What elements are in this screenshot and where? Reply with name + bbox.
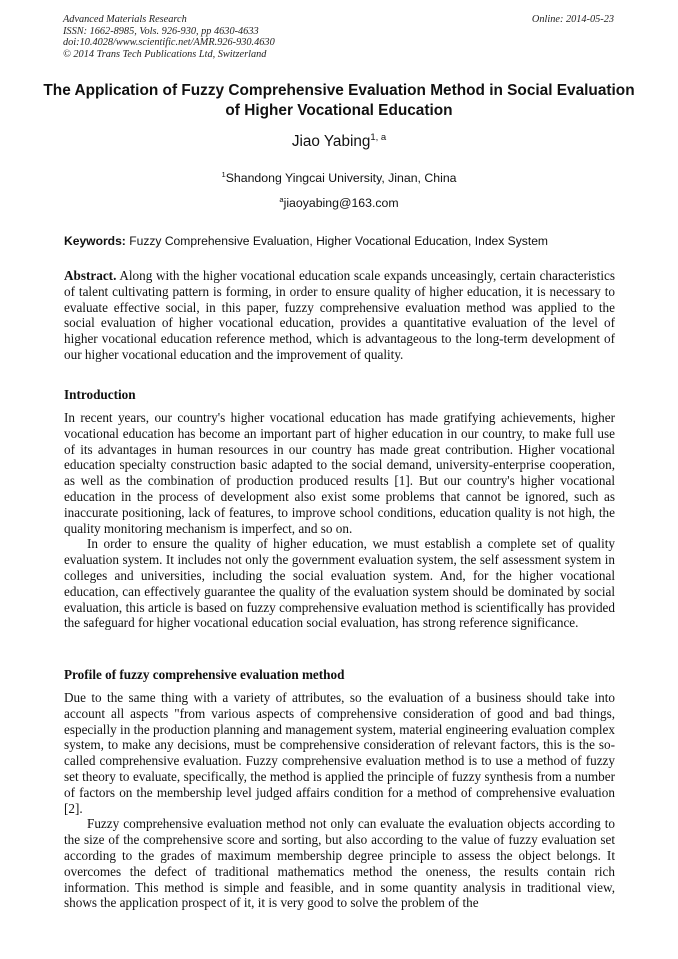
introduction-section [64, 410, 615, 631]
section-heading-profile: Profile of fuzzy comprehensive evaluation method [64, 667, 345, 682]
abstract-label: Abstract. [64, 268, 117, 283]
copyright-line: © 2014 Trans Tech Publications Ltd, Switzerland [63, 48, 267, 60]
keywords-text: Fuzzy Comprehensive Evaluation, Higher Vocational Education, Index System [129, 234, 549, 248]
affiliation-superscript: 1 [221, 169, 226, 179]
abstract-text: Along with the higher vocational education scale expands unceasingly, certain characteristics of talent cultivating pattern is forming, in order to ensure quality of higher education, it is necessary to evaluate effective social, in this paper, fuzzy comprehensive evaluation method was applied to the social evaluation of higher vocational education, provides a quantitative evaluation of the level of higher vocational education reference method, which is advantageous to the long-term development of our higher vocational education and the improvement of quality. [64, 268, 615, 362]
keywords-label: Keywords: [64, 234, 126, 248]
section-heading-introduction: Introduction [64, 387, 136, 402]
affiliation [0, 171, 678, 185]
abstract [64, 268, 615, 363]
paper-title: The Application of Fuzzy Comprehensive Evaluation Method in Social Evaluation of Higher Vocational Education [43, 82, 635, 119]
journal-name: Advanced Materials Research [63, 14, 187, 25]
issn-line: ISSN: 1662-8985, Vols. 926-930, pp 4630-4633 [63, 25, 259, 37]
online-date: Online: 2014-05-23 [531, 14, 614, 25]
doi-line: doi:10.4028/www.scientific.net/AMR.926-930.4630 [63, 37, 275, 48]
author-name: Jiao Yabing [291, 133, 371, 150]
profile-section [64, 690, 615, 911]
paragraph: In recent years, our country's higher vocational education has made gratifying achievements, higher vocational education has become an important part of higher education in our country, to make full use of its advantages in human resources in our country has made great contribution. Higher vocational education specialty construction basic adapted to the social demand, university-enterprise cooperation, as well as the combination of production produced results [1]. But our country's higher vocational education in the process of development also exist some problems that cannot be ignored, such as inaccurate positioning, lack of features, to improve school conditions, education quality is not high, the quality monitoring mechanism is imperfect, and so on. [64, 410, 615, 536]
author-email [0, 196, 678, 210]
email-superscript: a [279, 194, 284, 204]
journal-header [63, 14, 614, 60]
keywords [64, 234, 618, 248]
paragraph: Due to the same thing with a variety of attributes, so the evaluation of a business should take into account all aspects "from various aspects of comprehensive consideration of good and bad things, especially in the production planning and management system, material engineering evaluation complex system, to make any decisions, must be comprehensive consideration of relevant factors, this is the so-called comprehensive evaluation. Fuzzy comprehensive evaluation method is to use a method of fuzzy set theory to evaluate, specifically, the method is applied the principle of fuzzy synthesis from a number of factors on the membership level judged affairs condition for a method of comprehensive evaluation [2]. [64, 690, 615, 816]
paragraph: Fuzzy comprehensive evaluation method not only can evaluate the evaluation objects according to the size of the comprehensive score and sorting, but also according to the value of fuzzy evaluation set according to the grades of maximum membership degree principle to assess the object belongs. It overcomes the defect of traditional mathematics method the oneness, the results contain rich information. This method is simple and feasible, and in some quantity analysis in traditional view, shows the application prospect of it, it is very good to solve the problem of the [64, 816, 615, 911]
author [0, 133, 678, 151]
paragraph: In order to ensure the quality of higher education, we must establish a complete set of quality evaluation system. It includes not only the government evaluation system, the self assessment system in colleges and universities, including the social evaluation system. And, for the higher vocational education, can effectively guarantee the quality of the evaluation system should be dominated by social evaluation, this article is based on fuzzy comprehensive evaluation method is scientifically has provided the safeguard for higher vocational education social evaluation, has strong reference significance. [64, 536, 615, 631]
affiliation-text: Shandong Yingcai University, Jinan, China [225, 171, 457, 185]
email-text: jiaoyabing@163.com [283, 196, 399, 210]
author-superscript: 1, a [370, 131, 387, 143]
